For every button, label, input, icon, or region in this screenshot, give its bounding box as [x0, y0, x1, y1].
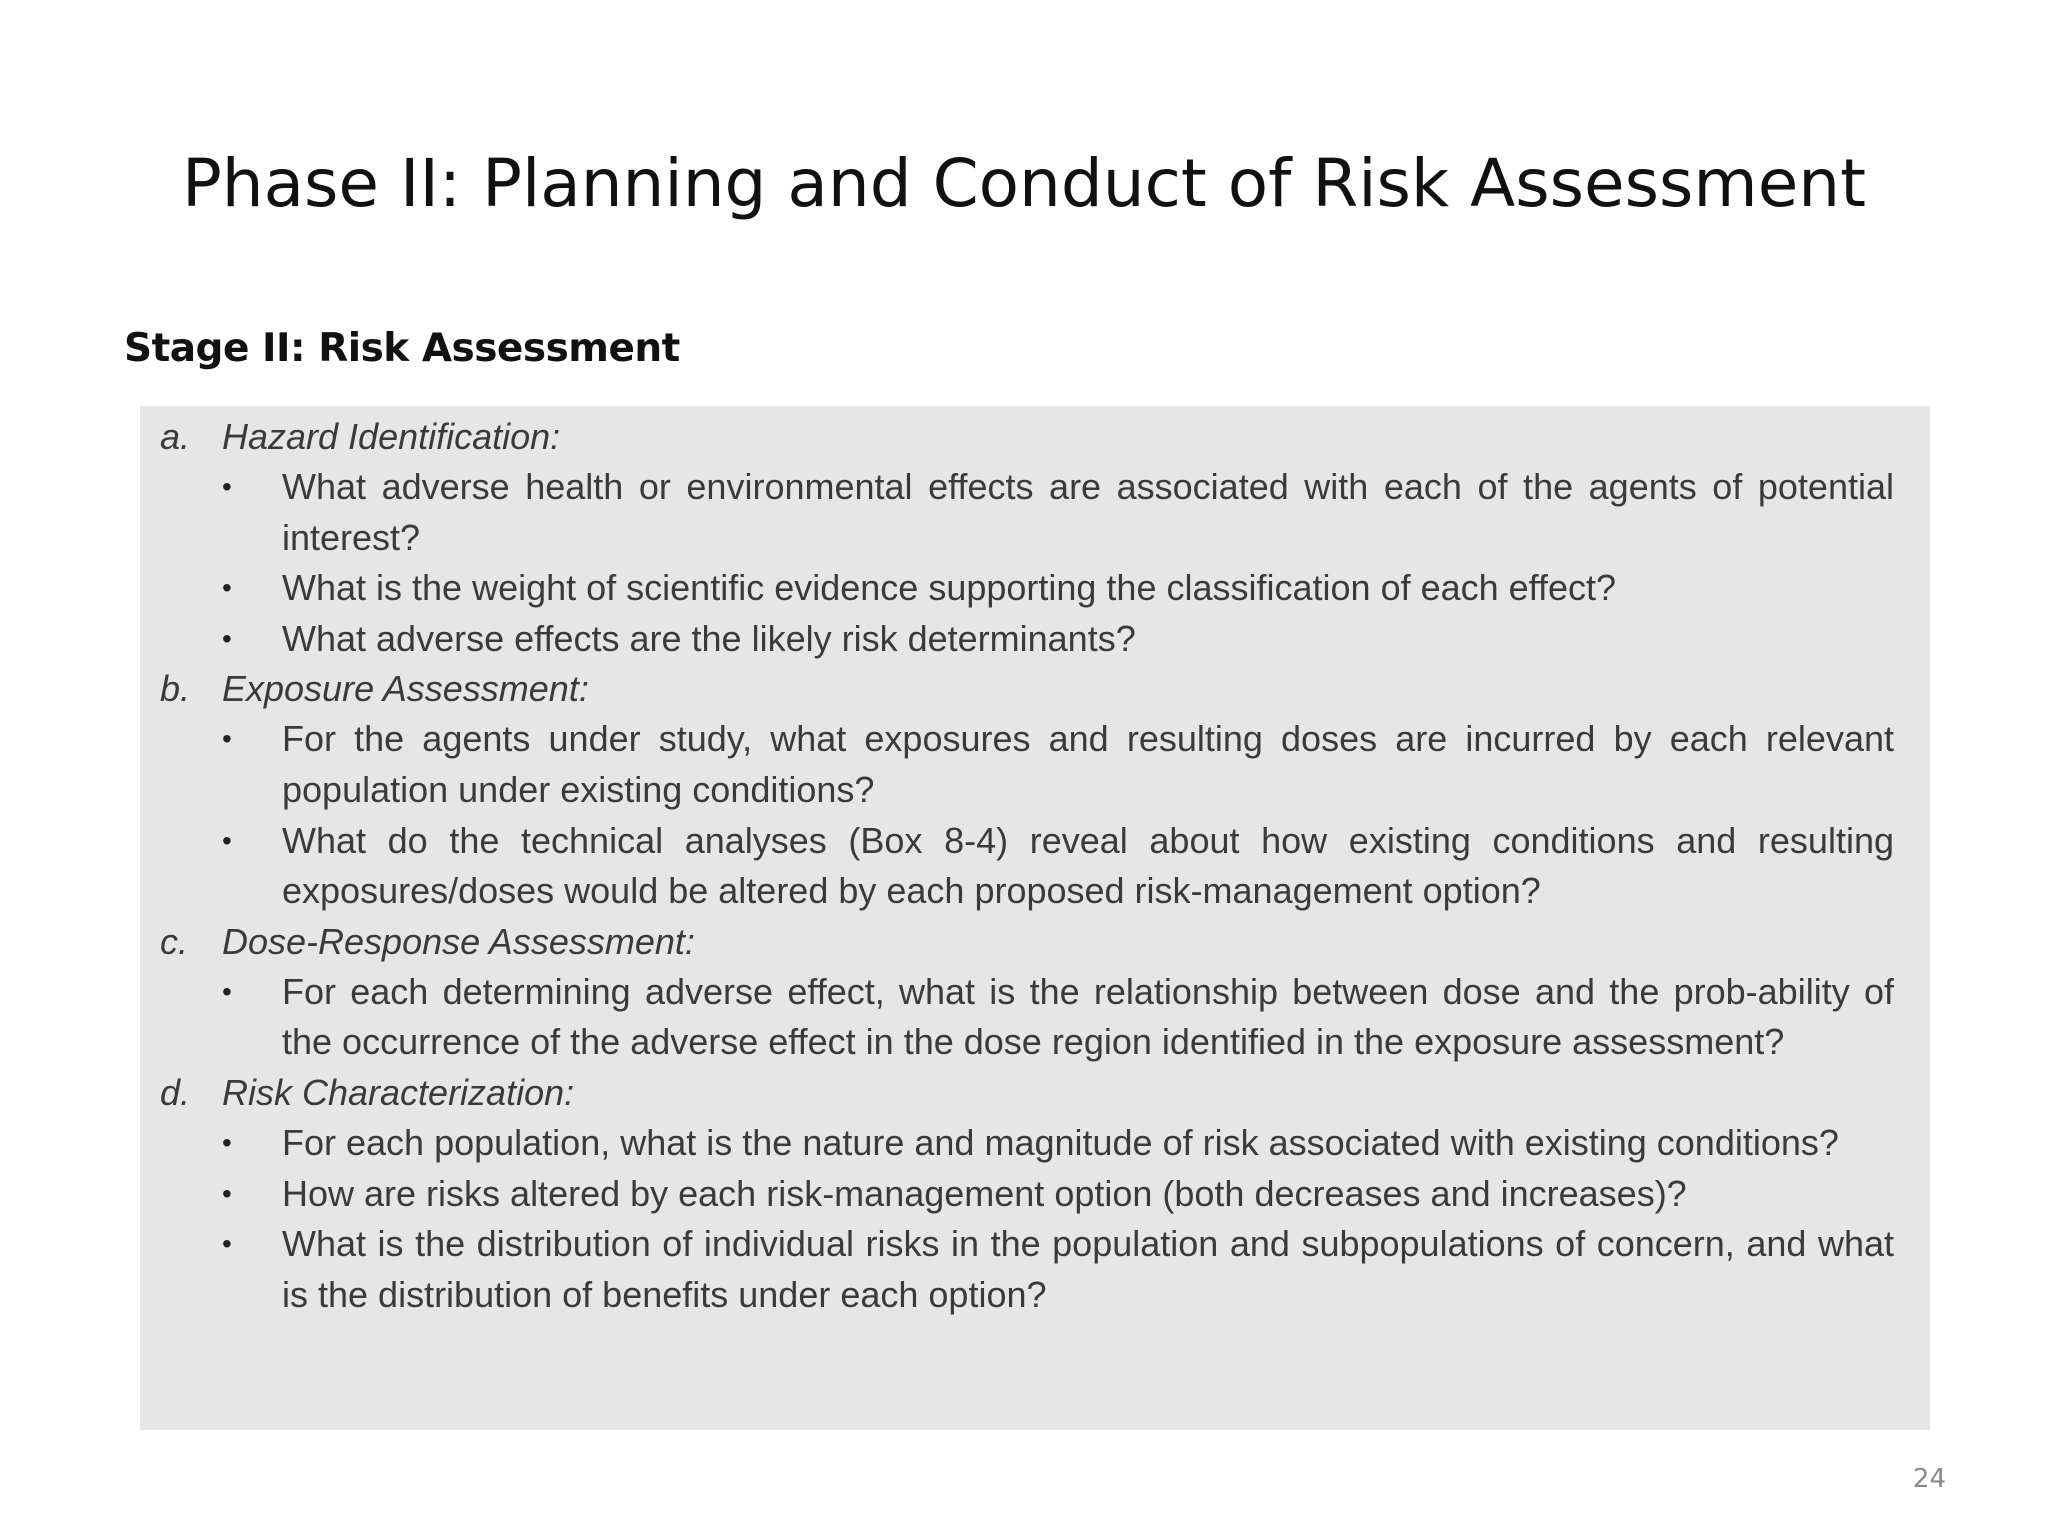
page-number: 24 — [1912, 1464, 1946, 1494]
section-hazard-identification — [160, 412, 1894, 664]
section-exposure-assessment — [160, 664, 1894, 916]
bullet-text: What adverse health or environmental effects are associated with each of the agents of potential interest? — [282, 466, 1894, 558]
bullet-text: For each population, what is the nature and magnitude of risk associated with existing conditions? — [282, 1121, 1839, 1163]
bullet-icon: • — [222, 1177, 232, 1209]
bullet-text: What is the weight of scientific evidence supporting the classification of each effect? — [282, 567, 1617, 609]
slide-title: Phase II: Planning and Conduct of Risk Assessment — [181, 145, 1867, 222]
section-heading — [160, 664, 1894, 714]
section-dose-response-assessment — [160, 917, 1894, 1068]
list-item — [160, 714, 1894, 815]
section-title: Dose-Response Assessment: — [222, 920, 695, 962]
section-letter: a. — [160, 416, 191, 457]
bullet-icon: • — [222, 572, 232, 604]
section-title: Hazard Identification: — [222, 416, 561, 457]
bullet-text: How are risks altered by each risk-management option (both decreases and increases)? — [282, 1172, 1687, 1214]
bullet-icon: • — [222, 723, 232, 755]
bullet-text: What is the distribution of individual risks in the population and subpopulations of concern, and what is the distribution of benefits under each option? — [282, 1223, 1894, 1315]
bullet-text: What adverse effects are the likely risk determinants? — [282, 617, 1136, 659]
list-item — [160, 462, 1894, 563]
section-heading — [160, 1068, 1894, 1118]
list-item — [160, 1219, 1894, 1320]
bullet-icon: • — [222, 1126, 232, 1158]
bullet-text: For each determining adverse effect, what is the relationship between dose and the prob-ability of the occurrence of the adverse effect in the dose region identified in the exposure assessment? — [282, 970, 1894, 1063]
bullet-icon: • — [222, 622, 232, 654]
bullet-icon: • — [222, 824, 232, 856]
section-heading — [160, 917, 1894, 967]
list-item — [160, 614, 1894, 665]
section-title: Risk Characterization: — [222, 1071, 575, 1113]
stage-heading: Stage II: Risk Assessment — [124, 326, 680, 371]
section-letter: c. — [160, 920, 189, 962]
bullet-list — [160, 1118, 1894, 1320]
bullet-list — [160, 462, 1894, 664]
excerpt-box — [140, 406, 1930, 1430]
list-item — [160, 563, 1894, 614]
bullet-text: What do the technical analyses (Box 8-4) reveal about how existing conditions and resulting exposures/doses would be altered by each proposed risk-management option? — [282, 819, 1894, 912]
list-item — [160, 1169, 1894, 1220]
section-heading — [160, 412, 1894, 462]
bullet-icon: • — [222, 471, 232, 502]
list-item — [160, 1118, 1894, 1169]
bullet-text: For the agents under study, what exposures and resulting doses are incurred by each relevant population under existing conditions? — [282, 718, 1894, 810]
bullet-icon: • — [222, 1228, 232, 1260]
bullet-list — [160, 714, 1894, 916]
list-item — [160, 967, 1894, 1068]
section-letter: b. — [160, 668, 191, 710]
bullet-icon: • — [222, 975, 232, 1007]
section-letter: d. — [160, 1071, 191, 1113]
section-risk-characterization — [160, 1068, 1894, 1320]
bullet-list — [160, 967, 1894, 1068]
list-item — [160, 816, 1894, 917]
section-title: Exposure Assessment: — [222, 668, 589, 710]
